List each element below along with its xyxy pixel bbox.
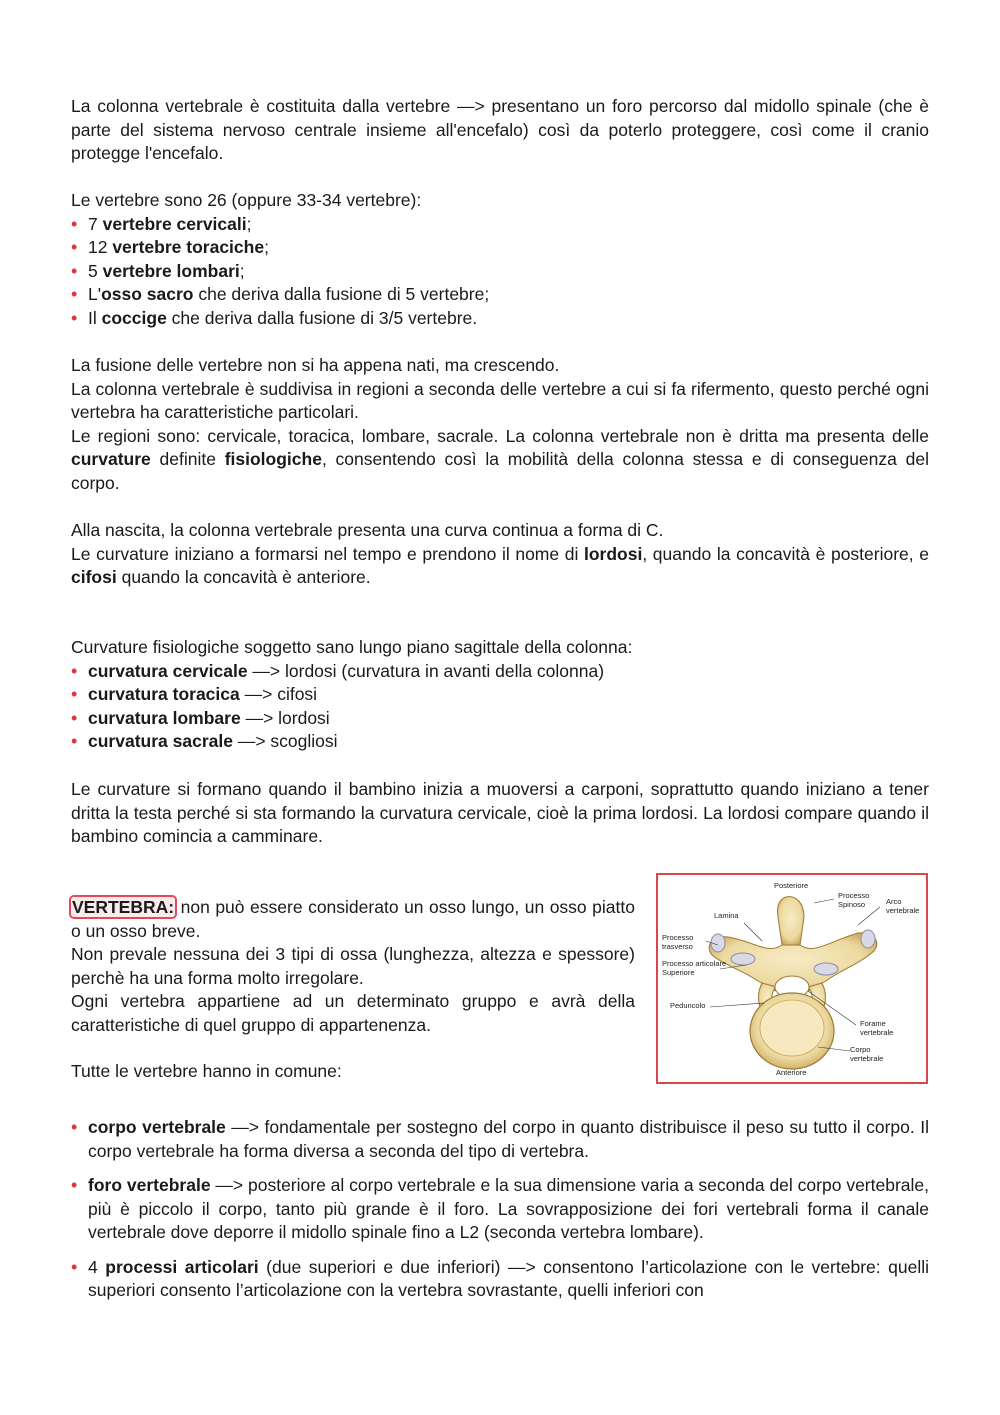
list-item: • 5 vertebre lombari;	[71, 260, 929, 284]
label-arco: Arco vertebrale	[886, 897, 920, 915]
list-item: • curvatura lombare —> lordosi	[71, 707, 929, 731]
label-trasverso: Processo trasverso	[662, 933, 694, 951]
list-item: • 4 processi articolari (due superiori e due inferiori) —> consentono l’articolazione con le vertebre: quelli superiori consento l’articolazione con la vertebra sovrastante, quelli inferiori con	[71, 1256, 929, 1303]
vertebra-line1: VERTEBRA: non può essere considerato un osso lungo, un osso piatto o un osso breve.	[71, 897, 635, 941]
nascita-section	[71, 519, 929, 590]
label-corpo: Corpo vertebrale	[850, 1045, 884, 1063]
spinous-process-shape	[777, 897, 804, 945]
intro-text: La colonna vertebrale è costituita dalla vertebre —> presentano un foro percorso dal midollo spinale (che è parte del sistema nervoso centrale insieme all'encefalo) così da poterlo proteggere, così come il cranio protegge l'encefalo.	[71, 96, 929, 163]
vertebra-section	[71, 896, 635, 1084]
label-posteriore: Posteriore	[774, 881, 809, 890]
fusione-line1: La fusione delle vertebre non si ha appena nati, ma crescendo.	[71, 355, 560, 375]
facet-right	[814, 963, 838, 975]
list-item: • corpo vertebrale —> fondamentale per sostegno del corpo in quanto distribuisce il peso su tutto il corpo. Il corpo vertebrale ha forma diversa a seconda del tipo di vertebra.	[71, 1116, 929, 1163]
curvature-list	[71, 660, 929, 754]
fusione-line3: Le regioni sono: cervicale, toracica, lombare, sacrale. La colonna vertebrale non è dritta ma presenta delle curvature definite fisiologiche, consentendo così la mobilità della colonna stessa e di conseguenza del corpo.	[71, 425, 929, 493]
curvature-section	[71, 636, 929, 754]
label-forame: Forame vertebrale	[860, 1019, 894, 1037]
list-item: • curvatura cervicale —> lordosi (curvatura in avanti della colonna)	[71, 660, 929, 684]
label-anteriore: Anteriore	[776, 1068, 807, 1077]
vertebre-section	[71, 189, 929, 330]
fusione-line2: La colonna vertebrale è suddivisa in regioni a seconda delle vertebre a cui si fa rifermento, questo perché ogni vertebra ha caratteristiche particolari.	[71, 378, 929, 422]
nascita-line1: Alla nascita, la colonna vertebrale presenta una curva continua a forma di C.	[71, 520, 664, 540]
formazione-section	[71, 778, 929, 849]
list-item: • 7 vertebre cervicali;	[71, 213, 929, 237]
vertebra-line3: Ogni vertebra appartiene ad un determinato gruppo e avrà della caratteristiche di quel gruppo di appartenenza.	[71, 991, 635, 1035]
facet-left	[731, 953, 755, 965]
vertebra-line4: Tutte le vertebre hanno in comune:	[71, 1061, 342, 1081]
vertebre-list	[71, 213, 929, 331]
curvature-heading: Curvature fisiologiche soggetto sano lungo piano sagittale della colonna:	[71, 637, 633, 657]
comune-section	[71, 1116, 929, 1314]
list-item: • Il coccige che deriva dalla fusione di 3/5 vertebre.	[71, 307, 929, 331]
vertebra-highlight: VERTEBRA:	[72, 897, 175, 917]
list-item: • curvatura sacrale —> scogliosi	[71, 730, 929, 754]
vertebre-heading: Le vertebre sono 26 (oppure 33-34 vertebre):	[71, 190, 422, 210]
facet-top-left	[711, 934, 725, 952]
list-item: • curvatura toracica —> cifosi	[71, 683, 929, 707]
label-lamina: Lamina	[714, 911, 739, 920]
fusione-section	[71, 354, 929, 495]
vertebra-figure	[656, 873, 928, 1084]
label-peduncolo: Peduncolo	[670, 1001, 706, 1010]
comune-list	[71, 1116, 929, 1303]
facet-top-right	[861, 930, 875, 948]
formazione-text: Le curvature si formano quando il bambino inizia a muoversi a carponi, soprattutto quando iniziano a tener dritta la testa perché si sta formando la curvatura cervicale, cioè la prima lordosi. La lordosi compare quando il bambino comincia a camminare.	[71, 779, 929, 846]
vertebra-line2: Non prevale nessuna dei 3 tipi di ossa (lunghezza, altezza e spessore) perchè ha una forma molto irregolare.	[71, 944, 635, 988]
list-item: • 12 vertebre toraciche;	[71, 236, 929, 260]
nascita-line2: Le curvature iniziano a formarsi nel tempo e prendono il nome di lordosi, quando la concavità è posteriore, e cifosi quando la concavità è anteriore.	[71, 543, 929, 587]
label-articolare: Processo articolare Superiore	[662, 959, 727, 977]
list-item: • L'osso sacro che deriva dalla fusione di 5 vertebre;	[71, 283, 929, 307]
intro-paragraph	[71, 95, 929, 166]
list-item: • foro vertebrale —> posteriore al corpo vertebrale e la sua dimensione varia a seconda del corpo vertebrale, più è piccolo il corpo, tanto più grande è il foro. La sovrapposizione dei fori vertebrali forma il canale vertebrale dove deporre il midollo spinale fino a L2 (seconda vertebra lombare).	[71, 1174, 929, 1245]
label-processo-spinoso: Processo Spinoso	[838, 891, 870, 909]
